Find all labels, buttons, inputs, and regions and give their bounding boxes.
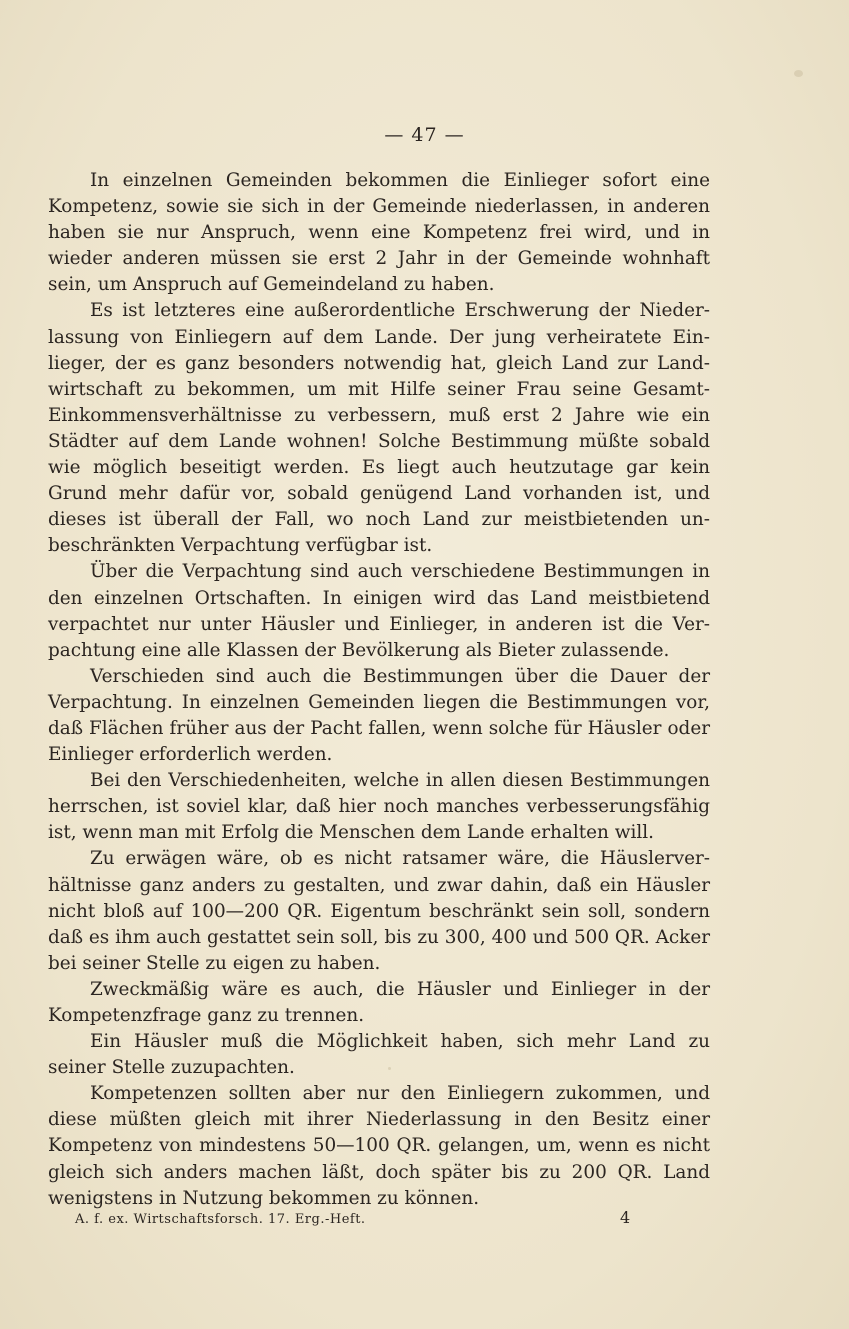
paragraph-4: Verschieden sind auch die Bestimmungen über die Dauer der Verpachtung. In einzelnen Gemeinden liegen die Bestimmungen vor, daß Flächen früher aus der Pacht fallen, wenn solche für Häusler oder Einlieger erforderlich werden. [48, 665, 710, 766]
paragraph-3: Über die Verpachtung sind auch verschiedene Bestimmungen in den einzelnen Ortschaften. In einigen wird das Land meistbietend verpachtet nur unter Häusler und Einlieger, in anderen ist die Verpachtung eine alle Klassen der Bevölkerung als Bieter zulassende. [48, 561, 710, 661]
sheet-number: 4 [620, 1208, 631, 1227]
paragraph-8: Ein Häusler muß die Möglichkeit haben, sich mehr Land zu seiner Stelle zuzupachten. [48, 1031, 710, 1079]
paper-stain [794, 70, 803, 77]
body-text [48, 168, 710, 1212]
footer-publication: A. f. ex. Wirtschaftsforsch. 17. Erg.-Heft. [75, 1212, 366, 1227]
paragraph-6: Zu erwägen wäre, ob es nicht ratsamer wäre, die Häuslerverhältnisse ganz anders zu gestalten, und zwar dahin, daß ein Häusler nicht bloß auf 100—200 QR. Eigentum beschränkt sein soll, sondern daß es ihm auch gestattet sein soll, bis zu 300, 400 und 500 QR. Acker bei seiner Stelle zu eigen zu haben. [48, 848, 710, 974]
paragraph-5: Bei den Verschiedenheiten, welche in allen diesen Bestimmungen herrschen, ist soviel klar, daß hier noch manches verbesserungsfähig ist, wenn man mit Erfolg die Menschen dem Lande erhalten will. [48, 770, 710, 844]
paragraph-1: In einzelnen Gemeinden bekommen die Einlieger sofort eine Kompetenz, sowie sie sich in der Gemeinde niederlassen, in anderen haben sie nur Anspruch, wenn eine Kompetenz frei wird, und in wieder anderen müssen sie erst 2 Jahr in der Gemeinde wohnhaft sein, um Anspruch auf Gemeindeland zu haben. [48, 170, 710, 296]
page-number: — 47 — [384, 124, 465, 146]
paragraph-9: Kompetenzen sollten aber nur den Einliegern zukommen, und diese müßten gleich mit ihrer Niederlassung in den Besitz einer Kompetenz von mindestens 50—100 QR. gelangen, um, wenn es nicht gleich sich anders machen läßt, doch später bis zu 200 QR. Land wenigstens in Nutzung bekommen zu können. [48, 1083, 710, 1209]
paragraph-2: Es ist letzteres eine außerordentliche Erschwerung der Niederlassung von Einliegern auf dem Lande. Der jung verheiratete Einlieger, der es ganz besonders notwendig hat, gleich Land zur Landwirtschaft zu bekommen, um mit Hilfe seiner Frau seine Gesamt-Einkommensverhältnisse zu verbessern, muß erst 2 Jahre wie ein Städter auf dem Lande wohnen! Solche Bestimmung müßte sobald wie möglich beseitigt werden. Es liegt auch heutzutage gar kein Grund mehr dafür vor, sobald genügend Land vorhanden ist, und dieses ist überall der Fall, wo noch Land zur meistbietenden unbeschränkten Verpachtung verfügbar ist. [48, 300, 710, 557]
footer [75, 1212, 635, 1227]
paragraph-7: Zweckmäßig wäre es auch, die Häusler und Einlieger in der Kompetenzfrage ganz zu trennen. [48, 978, 710, 1026]
